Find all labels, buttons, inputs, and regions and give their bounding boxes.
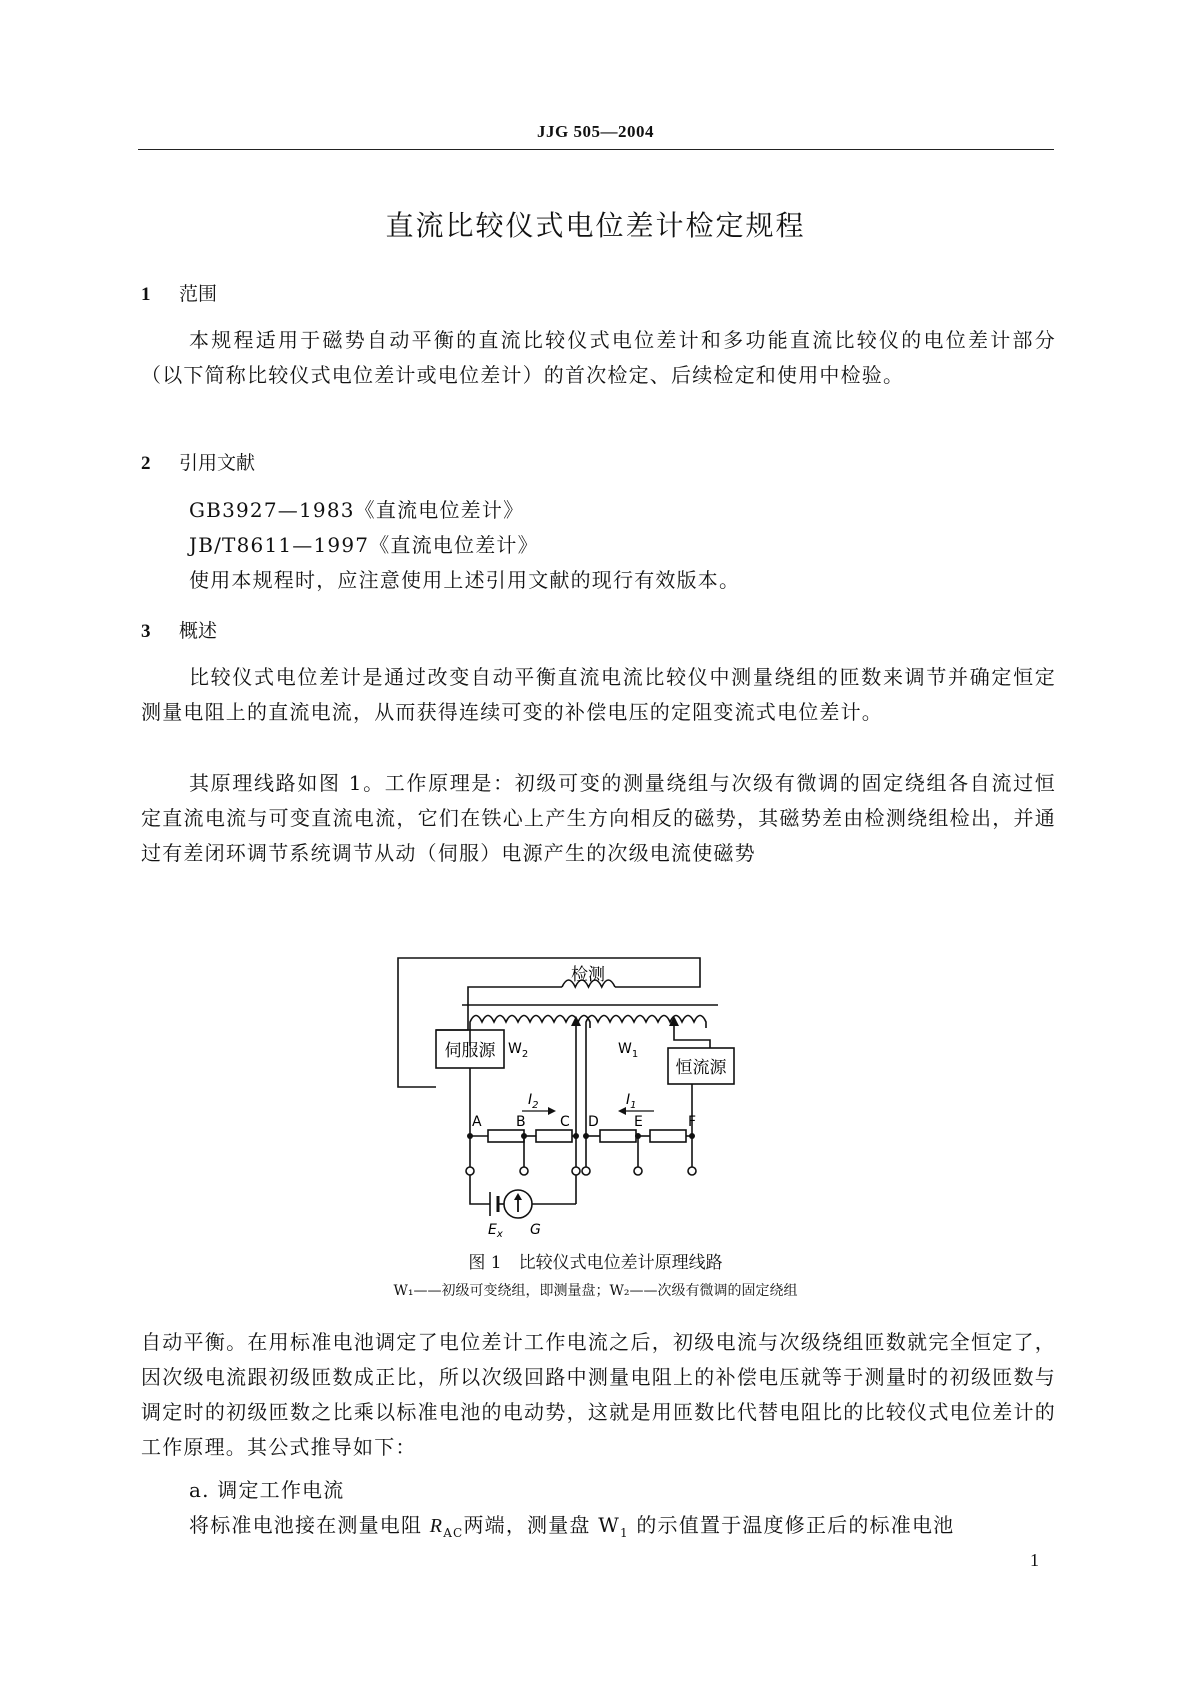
i2-arrowhead	[548, 1107, 556, 1115]
w1-coil	[586, 1016, 706, 1029]
overview-paragraph-2: 其原理线路如图 1。工作原理是：初级可变的测量绕组与次级有微调的固定绕组各自流过恒定直流电流与可变直流电流，它们在铁心上产生方向相反的磁势，其磁势差由检测绕组检出，并通过有差闭环调节系统调节从动（伺服）电源产生的次级电流使磁势	[141, 771, 1056, 865]
w2-label: $W_2$	[508, 1041, 529, 1060]
w1-label: $W_1$	[618, 1041, 639, 1060]
node-label-d: D	[588, 1114, 599, 1130]
w1-tap-wire	[674, 1024, 710, 1048]
node-label-e: E	[634, 1114, 643, 1130]
node-f	[689, 1133, 695, 1139]
document-header: JJG 505—2004	[537, 122, 654, 141]
section-number: 1	[141, 284, 151, 305]
i1-arrowhead	[618, 1107, 626, 1115]
node-c	[573, 1133, 579, 1139]
node-b	[521, 1133, 527, 1139]
terminal-b	[520, 1167, 528, 1175]
page-title: 直流比较仪式电位差计检定规程	[385, 209, 806, 242]
section-title: 引用文献	[179, 452, 256, 474]
resistor-ab	[488, 1130, 524, 1142]
section-number: 3	[141, 621, 151, 642]
constant-source-label: 恒流源	[675, 1058, 727, 1078]
principle-circuit-diagram	[390, 950, 810, 1240]
terminal-a	[466, 1167, 474, 1175]
node-label-c: C	[560, 1114, 570, 1130]
page-number: 1	[1030, 1550, 1039, 1570]
section-title: 范围	[179, 283, 218, 305]
node-label-a: A	[472, 1114, 482, 1130]
section-title: 概述	[179, 620, 218, 642]
terminal-e	[634, 1167, 642, 1175]
section-number: 2	[141, 453, 151, 474]
ex-wire	[470, 1175, 490, 1204]
overview-paragraph-1: 比较仪式电位差计是通过改变自动平衡直流电流比较仪中测量绕组的匝数来调节并确定恒定测量电阻上的直流电流，从而获得连续可变的补偿电压的定阻变流式电位差计。	[141, 665, 1056, 724]
section-2-heading	[141, 448, 255, 475]
scope-paragraph: 本规程适用于磁势自动平衡的直流比较仪式电位差计和多功能直流比较仪的电位差计部分（以下简称比较仪式电位差计或电位差计）的首次检定、后续检定和使用中检验。	[141, 328, 1056, 387]
reference-note: 使用本规程时，应注意使用上述引用文献的现行有效版本。	[189, 568, 741, 592]
resistor-ef	[650, 1130, 686, 1142]
node-e	[635, 1133, 641, 1139]
header-rule	[138, 149, 1054, 150]
figure-legend: W₁——初级可变绕组，即测量盘；W₂——次级有微调的固定绕组	[393, 1283, 798, 1299]
servo-label: 伺服源	[444, 1041, 496, 1061]
node-d	[583, 1133, 589, 1139]
node-label-b: B	[516, 1114, 526, 1130]
w2-tap-arrow	[571, 1016, 581, 1026]
section-1-heading	[141, 279, 217, 306]
section-3-heading	[141, 616, 217, 643]
overview-paragraph-4: 将标准电池接在测量电阻 $R_{AC}$两端，测量盘 $W_1$ 的示值置于温度修正后的标准电池	[189, 1513, 955, 1540]
terminal-d	[582, 1167, 590, 1175]
ex-label: $E_x$	[488, 1222, 503, 1240]
terminal-f	[688, 1167, 696, 1175]
detect-wire	[436, 987, 562, 1030]
reference-gb3927: GB3927—1983《直流电位差计》	[189, 498, 525, 522]
reference-jbt8611: JB/T8611—1997《直流电位差计》	[189, 533, 539, 557]
resistor-bc	[536, 1130, 572, 1142]
i1-label: $I_1$	[626, 1092, 637, 1111]
w2-coil	[470, 1016, 590, 1029]
overview-paragraph-3: 自动平衡。在用标准电池调定了电位差计工作电流之后，初级电流与次级绕组匝数就完全恒定了，因次级电流跟初级匝数成正比，所以次级回路中测量电阻上的补偿电压就等于测量时的初级匝数与调定时的初级匝数之比乘以标准电池的电动势，这就是用匝数比代替电阻比的比较仪式电位差计的工作原理。其公式推导如下：	[141, 1330, 1056, 1459]
figure-caption: 图 1 比较仪式电位差计原理线路	[468, 1253, 723, 1273]
galvanometer-label: G	[530, 1222, 541, 1238]
terminal-c	[572, 1167, 580, 1175]
detect-label: 检测	[571, 965, 605, 985]
item-a-heading: a. 调定工作电流	[189, 1478, 345, 1502]
resistor-de	[600, 1130, 636, 1142]
node-a	[467, 1133, 473, 1139]
i2-label: $I_2$	[528, 1092, 539, 1111]
node-label-f: F	[688, 1114, 697, 1130]
